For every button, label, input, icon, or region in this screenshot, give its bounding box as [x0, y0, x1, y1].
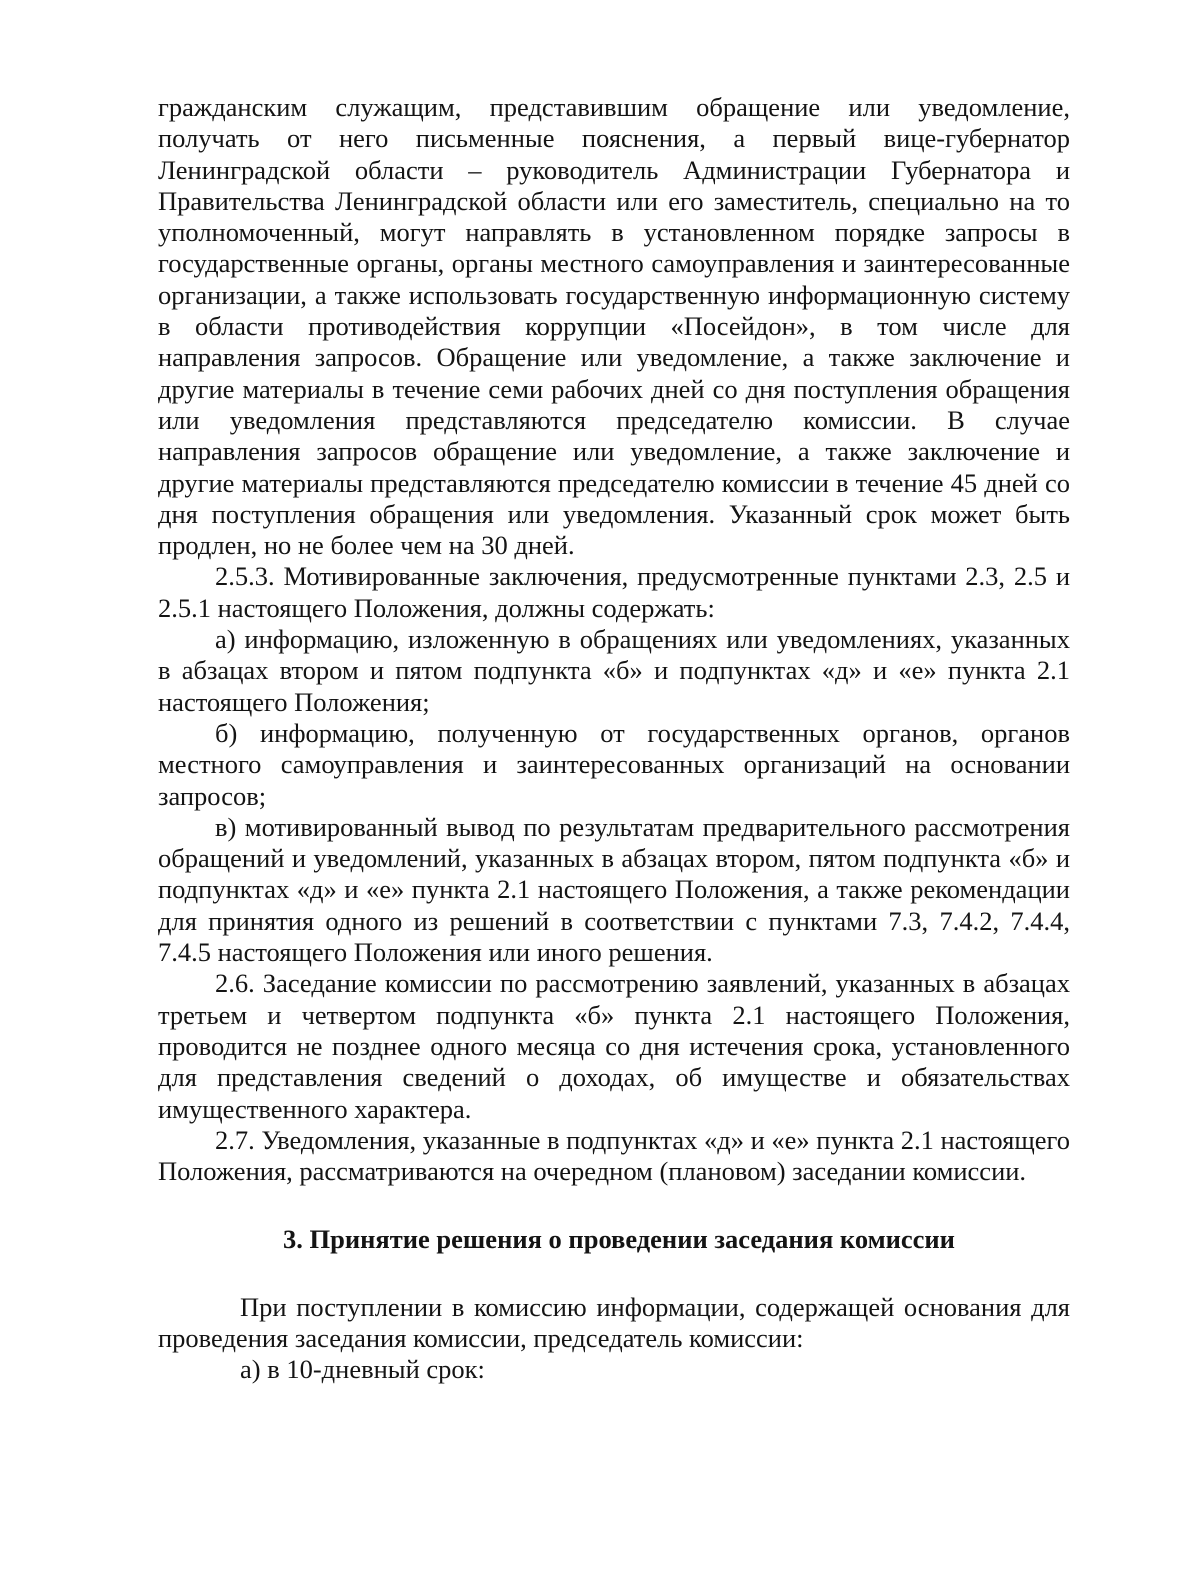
list-item-a: а) информацию, изложенную в обращениях или уведомлениях, указанных в абзацах втором и пятом подпункта «б» и подпунктах «д» и «е» пункта 2.1 настоящего Положения;: [158, 624, 1070, 717]
paragraph-3-intro: При поступлении в комиссию информации, содержащей основания для проведения заседания комиссии, председатель комиссии:: [158, 1291, 1070, 1353]
paragraph-2-5-3: 2.5.3. Мотивированные заключения, предусмотренные пунктами 2.3, 2.5 и 2.5.1 настоящего Положения, должны содержать:: [158, 561, 1070, 623]
paragraph-2-7: 2.7. Уведомления, указанные в подпунктах «д» и «е» пункта 2.1 настоящего Положения, рассматриваются на очередном (плановом) заседании комиссии.: [158, 1124, 1070, 1187]
list-item-b: б) информацию, полученную от государственных органов, органов местного самоуправления и заинтересованных организаций на основании запросов;: [158, 717, 1070, 811]
list-item-3-a: а) в 10-дневный срок:: [240, 1354, 485, 1385]
paragraph-intro: гражданским служащим, представившим обращение или уведомление, получать от него письменные пояснения, а первый вице-губернатор Ленинградской области – руководитель Администрации Губернатора и Правительства Ленинградской области или его заместитель, специально на то уполномоченный, могут направлять в установленном порядке запросы в государственные органы, органы местного самоуправления и заинтересованные организации, а также использовать государственную информационную систему в области противодействия коррупции «Посейдон», в том числе для направления запросов. Обращение или уведомление, а также заключение и другие материалы в течение семи рабочих дней со дня поступления обращения или уведомления представляются председателю комиссии. В случае направления запросов обращение или уведомление, а также заключение и другие материалы представляются председателю комиссии в течение 45 дней со дня поступления обращения или уведомления. Указанный срок может быть продлен, но не более чем на 30 дней.: [158, 92, 1070, 561]
paragraph-2-6: 2.6. Заседание комиссии по рассмотрению заявлений, указанных в абзацах третьем и четвертом подпункта «б» пункта 2.1 настоящего Положения, проводится не позднее одного месяца со дня истечения срока, установленного для представления сведений о доходах, об имуществе и обязательствах имущественного характера.: [158, 968, 1070, 1124]
list-item-v: в) мотивированный вывод по результатам предварительного рассмотрения обращений и уведомлений, указанных в абзацах втором, пятом подпункта «б» и подпунктах «д» и «е» пункта 2.1 настоящего Положения, а также рекомендации для принятия одного из решений в соответствии с пунктами 7.3, 7.4.2, 7.4.4, 7.4.5 настоящего Положения или иного решения.: [158, 811, 1070, 968]
section-3-heading: 3. Принятие решения о проведении заседания комиссии: [283, 1224, 955, 1255]
document-page: [158, 92, 1070, 1386]
